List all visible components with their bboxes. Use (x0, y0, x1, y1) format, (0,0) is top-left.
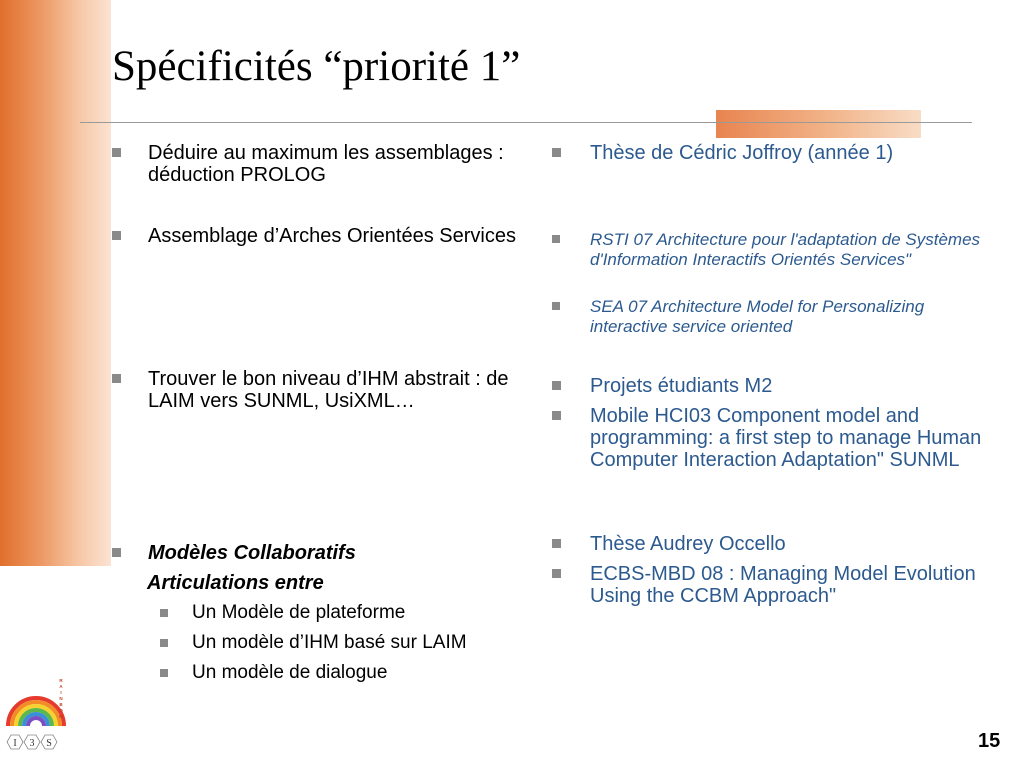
square-bullet-icon (552, 381, 561, 390)
square-bullet-icon (112, 148, 121, 157)
square-bullet-icon (552, 148, 561, 157)
square-bullet-icon (160, 609, 168, 617)
square-bullet-icon (552, 302, 560, 310)
logo-vertical-letter: A (59, 684, 63, 689)
subitem-text: Un Modèle de plateforme (192, 602, 406, 623)
bullet-text: Thèse de Cédric Joffroy (année 1) (590, 142, 894, 164)
rainbow-arcs-icon (8, 698, 64, 726)
right-bullet-item (552, 230, 992, 270)
logo-letter: I (13, 738, 17, 749)
collab-subitem (160, 602, 405, 624)
subitem-text: Un modèle de dialogue (192, 662, 388, 683)
bullet-text: SEA 07 Architecture Model for Personalizing interactive service oriented (590, 297, 925, 336)
square-bullet-icon (552, 411, 561, 420)
right-bullet-item (552, 533, 992, 555)
left-bullet-item-collab (112, 542, 542, 564)
collab-subitem (160, 632, 467, 654)
collab-heading: Modèles Collaboratifs (148, 542, 356, 564)
right-bullet-item (552, 375, 992, 397)
bullet-text: ECBS-MBD 08 : Managing Model Evolution Using the CCBM Approach" (590, 563, 976, 607)
square-bullet-icon (112, 548, 121, 557)
left-bullet-item (112, 225, 542, 247)
bullet-text: Trouver le bon niveau d’IHM abstrait : de LAIM vers SUNML, UsiXML… (148, 368, 509, 412)
square-bullet-icon (552, 569, 561, 578)
side-gradient-bar (0, 0, 111, 566)
logo-vertical-letter: R (59, 678, 63, 683)
slide-title: Spécificités “priorité 1” (112, 43, 521, 90)
bullet-text: Projets étudiants M2 (590, 375, 773, 397)
left-bullet-item (112, 142, 542, 186)
square-bullet-icon (112, 374, 121, 383)
logo-vertical-letter: B (59, 702, 63, 707)
right-bullet-item (552, 563, 992, 607)
right-bullet-item (552, 405, 992, 471)
square-bullet-icon (112, 231, 121, 240)
page-number: 15 (978, 730, 1001, 752)
logo-letter: S (46, 738, 52, 749)
bullet-text: Assemblage d’Arches Orientées Services (148, 225, 516, 247)
bullet-text: Mobile HCI03 Component model and programming: a first step to manage Human Computer Interaction Adaptation" SUNML (590, 405, 982, 471)
collab-subheading: Articulations entre (147, 572, 324, 594)
logo-vertical-letter: O (59, 708, 63, 713)
bullet-text: RSTI 07 Architecture pour l'adaptation de Systèmes d'Information Interactifs Orientés Services" (590, 230, 981, 269)
i3s-rainbow-logo (4, 674, 70, 760)
collab-subitem (160, 662, 387, 684)
subitem-text: Un modèle d’IHM basé sur LAIM (192, 632, 467, 653)
right-bullet-item (552, 142, 992, 164)
right-bullet-item (552, 297, 992, 337)
bullet-text: Thèse Audrey Occello (590, 533, 786, 555)
square-bullet-icon (160, 639, 168, 647)
title-underline (80, 122, 972, 123)
square-bullet-icon (552, 235, 560, 243)
logo-vertical-letter: N (59, 696, 63, 701)
logo-vertical-letter: W (58, 714, 64, 719)
left-bullet-item (112, 368, 542, 412)
square-bullet-icon (552, 539, 561, 548)
bullet-text: Déduire au maximum les assemblages : déduction PROLOG (148, 142, 504, 186)
logo-letter: 3 (29, 738, 35, 749)
logo-vertical-letter: I (60, 690, 62, 695)
square-bullet-icon (160, 669, 168, 677)
title-accent-bar (716, 110, 921, 138)
